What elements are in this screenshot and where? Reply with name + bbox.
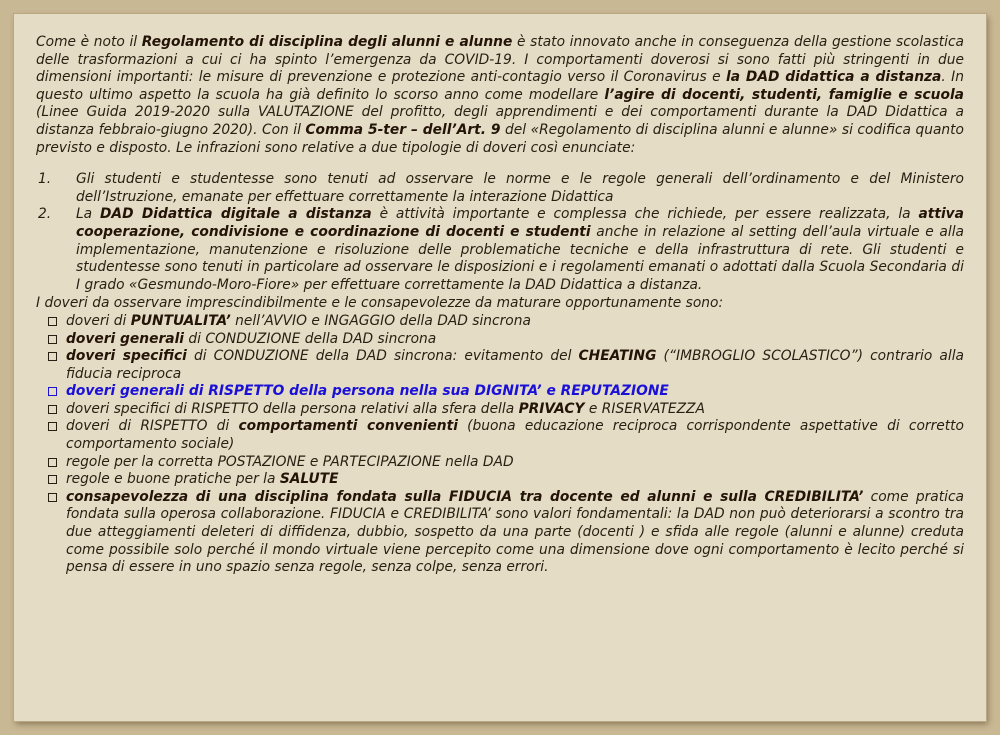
bold-text: doveri generali bbox=[66, 330, 185, 347]
duty-list-item bbox=[36, 401, 964, 419]
intro-paragraph bbox=[36, 34, 964, 157]
duty-list-item bbox=[36, 313, 964, 331]
text-run: . In questo ultimo aspetto la scuola ha già definito lo scorso anno come modellare bbox=[36, 69, 964, 103]
text-run: La bbox=[76, 206, 100, 223]
checkbox-bullet-icon bbox=[48, 317, 57, 326]
text-run: è attività importante e complessa che richiede, per essere realizzata, la bbox=[371, 206, 919, 223]
text-run: doveri di bbox=[66, 312, 131, 329]
document-page bbox=[14, 14, 986, 721]
bold-text: PRIVACY bbox=[518, 400, 585, 417]
text-run: doveri di RISPETTO di bbox=[66, 418, 239, 435]
numbered-list-item bbox=[36, 171, 964, 206]
text-run: doveri specifici di RISPETTO della persona relativi alla sfera della bbox=[66, 400, 519, 417]
text-run: e RISERVATEZZA bbox=[584, 400, 705, 417]
numbered-list bbox=[36, 171, 964, 294]
duty-list-item bbox=[36, 348, 964, 383]
text-run: come pratica fondata sulla operosa collaborazione. FIDUCIA e CREDIBILITA’ sono valori fondamentali: la DAD non può deteriorarsi a scontro tra due atteggiamenti deleteri di diffidenza, dubbio, sospetto da una parte (docenti ) e sfida alle regole (alunni e alunne) creduta come possibile solo perché il mondo virtuale viene percepito come una dimensione dove ogni comportamento è lecito perché si pensa di essere in uno spazio senza regole, senza colpe, senza errori. bbox=[66, 488, 964, 576]
checkbox-bullet-icon bbox=[48, 405, 57, 414]
numbered-list-item bbox=[36, 206, 964, 294]
checkbox-bullet-icon bbox=[48, 493, 57, 502]
text-run: di CONDUZIONE della DAD sincrona: evitamento del bbox=[186, 348, 579, 365]
checkbox-bullet-icon bbox=[48, 352, 57, 361]
checkbox-bullet-icon bbox=[48, 335, 57, 344]
bold-text: la DAD didattica a distanza bbox=[725, 69, 942, 86]
text-run: Come è noto il bbox=[36, 34, 142, 50]
bold-text: comportamenti convenienti bbox=[238, 418, 458, 435]
checkbox-bullet-icon bbox=[48, 458, 57, 467]
bold-text: SALUTE bbox=[279, 471, 339, 488]
duty-list-item bbox=[36, 418, 964, 453]
bold-text: doveri generali di RISPETTO della persona nella sua DIGNITA’ e REPUTAZIONE bbox=[66, 383, 669, 400]
bold-text: DAD Didattica digitale a distanza bbox=[99, 206, 372, 223]
bold-text: doveri specifici bbox=[66, 348, 187, 365]
checkbox-bullet-icon bbox=[48, 475, 57, 484]
text-run: anche in relazione al setting dell’aula virtuale e alla implementazione, manutenzione e risoluzione delle problematiche tecniche e della infrastruttura di rete. Gli studenti e studentesse sono tenuti in particolare ad osservare le disposizioni e i regolamenti emanati o adottati dalla Scuola Secondaria di I grado «Gesmundo-Moro-Fiore» per effettuare correttamente la DAD Didattica a distanza. bbox=[76, 223, 964, 293]
duty-list-item bbox=[36, 489, 964, 577]
text-run: del «Regolamento di disciplina alunni e alunne» si codifica quanto previsto e disposto. Le infrazioni sono relative a due tipologie di doveri così enunciate: bbox=[36, 121, 964, 156]
text-run: nell’AVVIO e INGAGGIO della DAD sincrona bbox=[230, 312, 531, 329]
text-run: regole e buone pratiche per la bbox=[66, 471, 280, 488]
bold-text: PUNTUALITA’ bbox=[130, 312, 231, 329]
bold-text: Regolamento di disciplina degli alunni e alunne bbox=[141, 34, 513, 50]
text-run: di CONDUZIONE della DAD sincrona bbox=[184, 330, 437, 347]
text-run: (buona educazione reciproca corrispondente aspettative di corretto comportamento sociale) bbox=[66, 418, 964, 453]
text-run: regole per la corretta POSTAZIONE e PARTECIPAZIONE nella DAD bbox=[66, 453, 514, 470]
checkbox-bullet-icon bbox=[48, 422, 57, 431]
document-content bbox=[36, 34, 964, 577]
duty-list-item bbox=[36, 383, 964, 401]
bold-text: attiva cooperazione, condivisione e coordinazione di docenti e studenti bbox=[76, 206, 964, 240]
text-run: è stato innovato anche in conseguenza della gestione scolastica delle trasformazioni a cui ci ha spinto l’emergenza da COVID-19. I comportamenti doverosi si sono fatti più stringenti in due dimensioni importanti: le misure di prevenzione e protezione anti-contagio verso il Coronavirus e bbox=[36, 34, 964, 86]
text-run: Gli studenti e studentesse sono tenuti ad osservare le norme e le regole generali dell’ordinamento e del Ministero dell’Istruzione, emanate per effettuare correttamente la interazione Didattica bbox=[76, 171, 964, 205]
duties-list bbox=[36, 313, 964, 577]
duty-list-item bbox=[36, 454, 964, 472]
bold-text: consapevolezza di una disciplina fondata sulla FIDUCIA tra docente ed alunni e sulla CREDIBILITA’ bbox=[66, 488, 864, 505]
text-run: (“IMBROGLIO SCOLASTICO”) contrario alla fiducia reciproca bbox=[66, 348, 964, 382]
bold-text: l’agire di docenti, studenti, famiglie e scuola bbox=[604, 86, 964, 103]
duties-intro: I doveri da osservare imprescindibilmente e le consapevolezze da maturare opportunamente sono: bbox=[36, 295, 724, 312]
bold-text: CHEATING bbox=[578, 348, 657, 365]
list-number: 2. bbox=[38, 206, 52, 223]
duty-list-item bbox=[36, 331, 964, 349]
list-number: 1. bbox=[38, 171, 52, 188]
duty-list-item bbox=[36, 471, 964, 489]
checkbox-bullet-icon bbox=[48, 387, 57, 396]
text-run: (Linee Guida 2019-2020 sulla VALUTAZIONE del profitto, degli apprendimenti e dei comportamenti durante la DAD Didattica a distanza febbraio-giugno 2020). Con il bbox=[36, 104, 964, 138]
bold-text: Comma 5-ter – dell’Art. 9 bbox=[305, 121, 501, 138]
